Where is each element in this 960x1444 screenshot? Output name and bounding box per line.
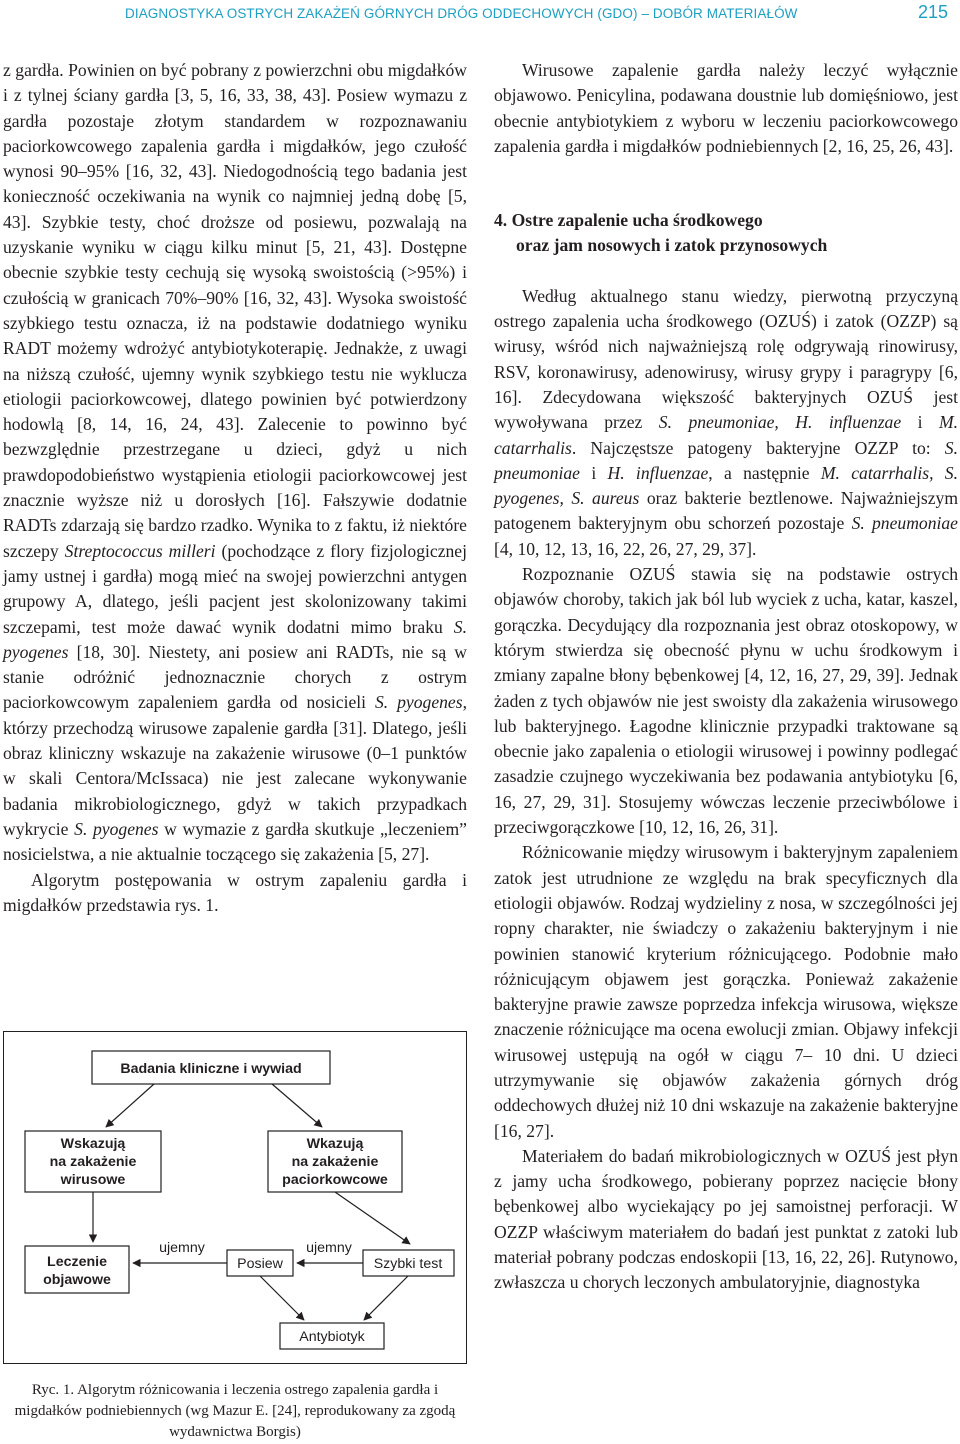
- rapid-test-box-label: Szybki test: [373, 1256, 443, 1272]
- negative-label-1: ujemny: [159, 1240, 205, 1256]
- antibiotic-box-label: Antybiotyk: [299, 1329, 365, 1345]
- italic-term: M. catarrhalis: [494, 412, 959, 458]
- right-paragraph-2: Według aktualnego stanu wiedzy, pierwotną przyczyną ostrego zapalenia ucha środkowego (OZUŚ) i zatok (OZZP) są wirusy, wśród nich najważniejszą rolę odgrywają rinowirusy, RSV, koronawirusy, adenowirusy, wirusy grypy i paragrypy [6, 16]. Zdecydowana większość bakteryjnych OZUŚ jest wywoływana przez S. pneumoniae, H. influenzae i M. catarrhalis. Najczęstsze patogeny bakteryjne OZZP to: S. pneumoniae i H. influenzae, a następnie M. catarrhalis, S. pyogenes, S. aureus oraz bakterie beztlenowe. Najważniejszym patogenem bakteryjnym obu schorzeń pozostaje S. pneumoniae [4, 10, 12, 13, 16, 22, 26, 27, 29, 37].: [494, 285, 959, 559]
- viral-box-line-2: na zakażenie: [49, 1154, 137, 1170]
- strep-box-line-1: Wkazują: [306, 1136, 364, 1152]
- arrow-top-to-right: [272, 1084, 322, 1127]
- italic-term: S. pyogenes: [375, 692, 463, 713]
- right-column: [494, 58, 958, 1296]
- right-paragraph-5: Materiałem do badań mikrobiologicznych w OZUŚ jest płyn z jamy ucha środkowego, pobierany poprzez nacięcie błony bębenkowej albo wyciekający po jej samoistnej perforacji. W OZZP właściwym materiałem do badań jest punktat z zatoki lub materiał pobrany podczas endoskopii [13, 16, 22, 26]. Rutynowo, zwłaszcza u chorych leczonych ambulatoryjnie, diagnostyka: [494, 1145, 958, 1293]
- flowchart: [4, 1032, 466, 1363]
- strep-box-line-2: na zakażenie: [291, 1154, 379, 1170]
- left-paragraph-2: Algorytm postępowania w ostrym zapaleniu gardła i migdałków przedstawia rys. 1.: [3, 869, 467, 915]
- section-heading: [494, 208, 958, 259]
- right-paragraph-3: Rozpoznanie OZUŚ stawia się na podstawie ostrych objawów choroby, takich jak ból lub wyciek z ucha, katar, kaszel, gorączka. Decydujący dla rozpoznania jest obraz otoskopowy, w którym stwierdza się obecność płynu w uchu środkowym i zmiany zapalne błony bębenkowej [4, 12, 16, 27, 29, 39]. Jednak żaden z tych objawów nie jest swoisty dla zakażenia wirusowego lub bakteryjnego. Łagodne klinicznie przypadki traktowane są obecnie jako zapalenia o etiologii wirusowej i powinny podlegać zasadzie czujnego wyczekiwania bez podawania antybiotyku [6, 16, 27, 29, 31]. Stosujemy wówczas leczenie przeciwbólowe i przeciwgorączkowe [10, 12, 16, 26, 31].: [494, 564, 958, 838]
- italic-term: H. influenzae: [607, 462, 709, 483]
- culture-box-label: Posiew: [237, 1256, 283, 1272]
- right-paragraph-4: Różnicowanie między wirusowym i bakteryjnym zapaleniem zatok jest utrudnione ze względu na brak specyficznych dla etiologii objawów. Rodzaj wydzieliny z nosa, w szczególności jej ropny charakter, nie świadczy o zakażeniu bakteryjnym i nie powinien stanowić kryterium różnicującego. Podobnie mało różnicującym objawem jest gorączka. Ponieważ zakażenie bakteryjne prawie zawsze poprzedza infekcja wirusowa, większe znaczenie różnicujące ma ocena ewolucji zmian. Objawy infekcji wirusowej ustępują na ogół w ciągu 7– 10 dni. U dzieci utrzymywanie się objawów zakażenia górnych dróg oddechowych dłużej niż 10 dni wskazuje na zakażenie bakteryjne [16, 27].: [494, 842, 958, 1141]
- italic-term: S. pneumoniae, H. influenzae: [658, 412, 902, 433]
- strep-box-line-3: paciorkowcowe: [282, 1172, 388, 1188]
- treatment-box-line-1: Leczenie: [47, 1254, 107, 1270]
- page-number: 215: [918, 2, 949, 22]
- viral-box-line-1: Wskazują: [60, 1136, 126, 1152]
- italic-term: S. pneumoniae: [851, 513, 958, 534]
- treatment-box-line-2: objawowe: [43, 1272, 111, 1288]
- section-heading-line-1: 4. Ostre zapalenie ucha środkowego: [494, 210, 763, 231]
- arrow-strep-to-rapid-test: [335, 1192, 410, 1244]
- left-column: [3, 58, 467, 918]
- arrow-culture-to-antibiotic: [260, 1276, 304, 1320]
- viral-box-line-3: wirusowe: [60, 1172, 126, 1188]
- running-header: [0, 0, 960, 30]
- italic-term: S. pyogenes: [3, 616, 467, 662]
- italic-term: S. pneumoniae: [494, 437, 958, 483]
- top-box-label: Badania kliniczne i wywiad: [120, 1061, 302, 1077]
- arrow-top-to-left: [106, 1084, 154, 1127]
- section-heading-line-2: oraz jam nosowych i zatok przynosowych: [516, 235, 828, 256]
- arrow-rapid-test-to-antibiotic: [364, 1276, 408, 1320]
- right-paragraph-1: Wirusowe zapalenie gardła należy leczyć wyłącznie objawowo. Penicylina, podawana doustnie lub domięśniowo, jest obecnie antybiotykiem z wyboru w leczeniu paciorkowcowego zapalenia gardła i migdałków podniebiennych [2, 16, 25, 26, 43].: [494, 60, 958, 156]
- italic-term: S. pyogenes: [74, 818, 159, 839]
- italic-term: M. catarrhalis, S. pyogenes, S. aureus: [494, 462, 958, 509]
- algorithm-figure: [3, 1031, 467, 1364]
- figure-caption: Ryc. 1. Algorytm różnicowania i leczenia ostrego zapalenia gardła i migdałków podniebiennych (wg Mazur E. [24], reprodukowany za zgodą wydawnictwa Borgis): [14, 1382, 456, 1440]
- negative-label-2: ujemny: [306, 1240, 352, 1256]
- italic-term: Streptococcus milleri: [64, 540, 216, 561]
- left-paragraph-1: z gardła. Powinien on być pobrany z powierzchni obu migdałków i z tylnej ściany gardła [3, 5, 16, 33, 38, 43]. Posiew wymazu z gardła pozostaje złotym standardem w rozpoznawaniu paciorkowcowego zapalenia gardła i migdałków, jego czułość wynosi 90–95% [16, 32, 43]. Niedogodnością tego badania jest konieczność oczekiwania na wynik co najmniej jedną dobę [5, 43]. Szybkie testy, choć droższe od posiewu, pozwalają na uzyskanie wyniku w ciągu kilku minut [5, 21, 43]. Dostępne obecnie szybkie testy cechują się wysoką swoistością (>95%) i czułością w granicach 70%–90% [16, 32, 43]. Wysoka swoistość szybkiego testu oznacza, iż na podstawie dodatniego wyniku RADT możemy wdrożyć antybiotykoterapię. Jednakże, z uwagi na niższą czułość, ujemny wynik szybkiego testu nie wyklucza etiologii paciorkowcowej, dlatego powinien być potwierdzony hodowlą [8, 14, 16, 24, 43]. Zalecenie to powinno być bezwzględnie przestrzegane u dzieci, gdyż u nich prawdopodobieństwo wystąpienia etiologii paciorkowcowej jest znacznie wyższe niż u dorosłych [16]. Fałszywie dodatnie RADTs zdarzają się bardzo rzadko. Wynika to z faktu, iż niektóre szczepy Streptococcus milleri (pochodzące z flory fizjologicznej jamy ustnej i gardła) mogą mieć na swojej powierzchni antygen grupowy A, dlatego, jeśli pacjent jest skolonizowany takimi szczepami, test może dawać wynik dodatni mimo braku S. pyogenes [18, 30]. Niestety, ani posiew ani RADTs, nie są w stanie odróżnić jednoznacznie chorych z ostrym paciorkowcowym zapaleniem gardła od nosicieli S. pyogenes, którzy przechodzą wirusowe zapalenie gardła [31]. Dlatego, jeśli obraz kliniczny wskazuje na zakażenie wirusowe (0–1 punktów w skali Centora/McIssaca) nie jest zalecane wykonywanie badania mikrobiologicznego, gdyż w takich przypadkach wykrycie S. pyogenes w wymazie z gardła skutkuje „leczeniem” nosicielstwa, a nie aktualnie toczącego się zakażenia [5, 27].: [3, 60, 468, 865]
- header-title: DIAGNOSTYKA OSTRYCH ZAKAŻEŃ GÓRNYCH DRÓG ODDECHOWYCH (GDO) – DOBÓR MATERIAŁÓW: [125, 6, 798, 21]
